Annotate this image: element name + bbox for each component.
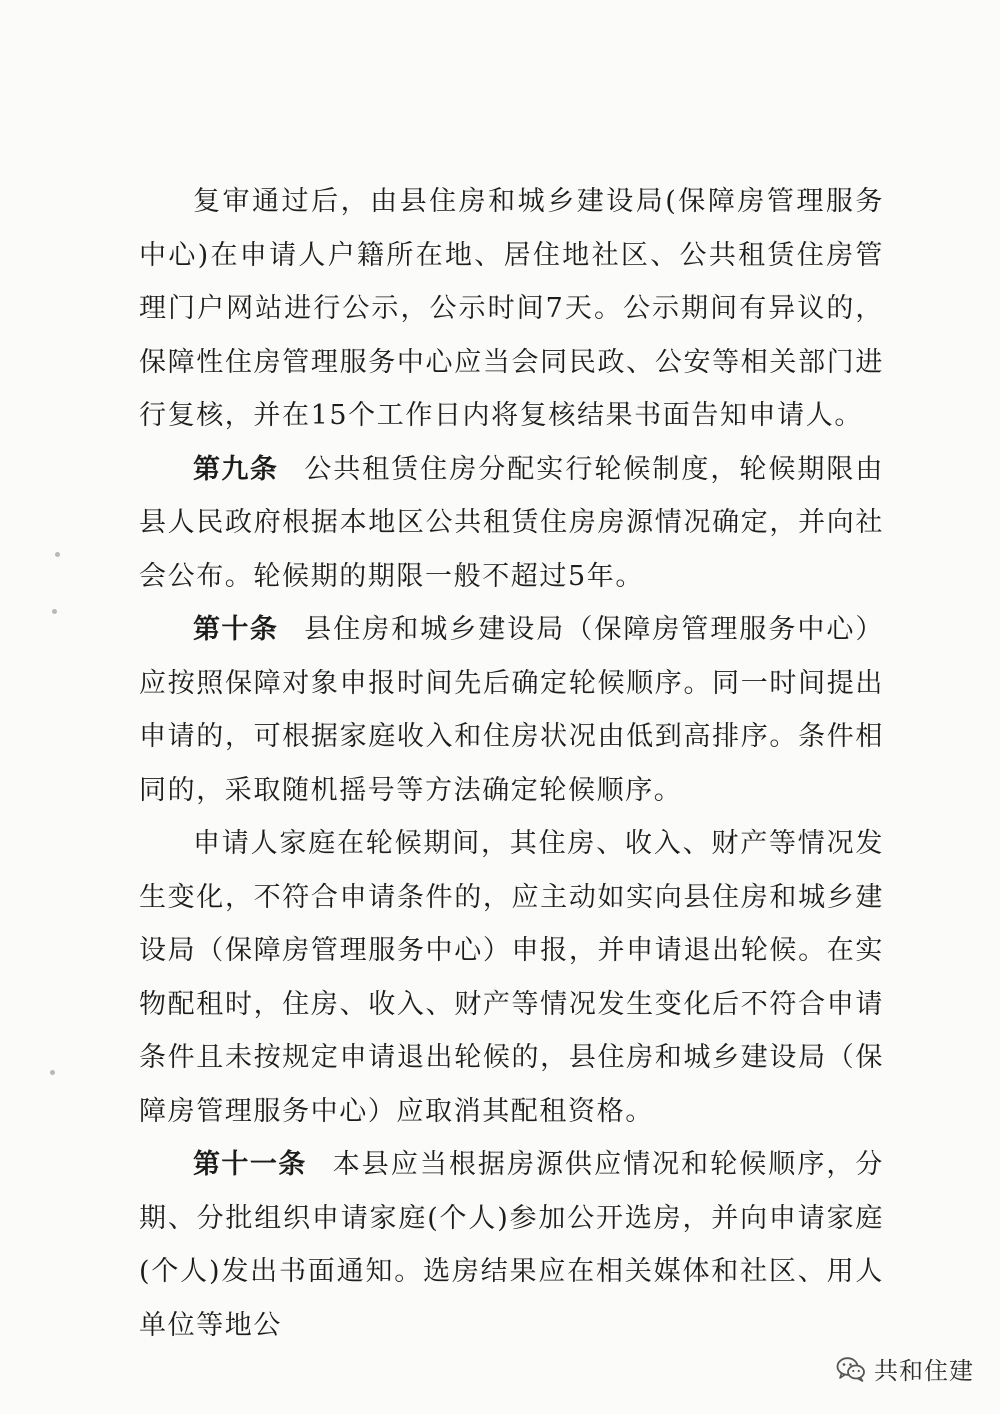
paragraph-4-text: 申请人家庭在轮候期间，其住房、收入、财产等情况发生变化，不符合申请条件的，应主动如实向县住房和城乡建设局（保障房管理服务中心）申报，并申请退出轮候。在实物配租时，住房、收入、财产等情况发生变化后不符合申请条件且未按规定申请退出轮候的，县住房和城乡建设局（保障房管理服务中心）应取消其配租资格。 (139, 828, 884, 1127)
paragraph-article-10 (139, 603, 884, 817)
account-watermark (836, 1351, 974, 1386)
wechat-icon (836, 1356, 866, 1382)
paragraph-article-9-text: 公共租赁住房分配实行轮候制度，轮候期限由县人民政府根据本地区公共租赁住房房源情况确定，并向社会公布。轮候期的期限一般不超过5年。 (139, 453, 885, 592)
paragraph-article-11-text: 本县应当根据房源供应情况和轮候顺序，分期、分批组织申请家庭(个人)参加公开选房，并向申请家庭(个人)发出书面通知。选房结果应在相关媒体和社区、用人单位等地公 (139, 1149, 884, 1341)
scan-speck (52, 609, 57, 614)
article-number: 第十一条 (193, 1149, 307, 1180)
paragraph-article-11 (139, 1138, 884, 1352)
paragraph-article-10-text: 县住房和城乡建设局（保障房管理服务中心）应按照保障对象申报时间先后确定轮候顺序。同一时间提出申请的，可根据家庭收入和住房状况由低到高排序。条件相同的，采取随机摇号等方法确定轮候顺序。 (139, 614, 885, 806)
article-number: 第十条 (193, 614, 279, 645)
article-number: 第九条 (193, 453, 279, 485)
watermark-text: 共和住建 (874, 1357, 974, 1385)
paragraph-article-9 (139, 443, 884, 604)
scan-speck (50, 1070, 55, 1075)
document-body (139, 175, 884, 1352)
paragraph-4 (139, 817, 884, 1138)
paragraph-1 (139, 175, 884, 443)
scan-speck (55, 552, 60, 557)
paragraph-1-text: 复审通过后，由县住房和城乡建设局(保障房管理服务中心)在申请人户籍所在地、居住地社区、公共租赁住房管理门户网站进行公示，公示时间7天。公示期间有异议的，保障性住房管理服务中心应当会同民政、公安等相关部门进行复核，并在15个工作日内将复核结果书面告知申请人。 (139, 186, 884, 431)
